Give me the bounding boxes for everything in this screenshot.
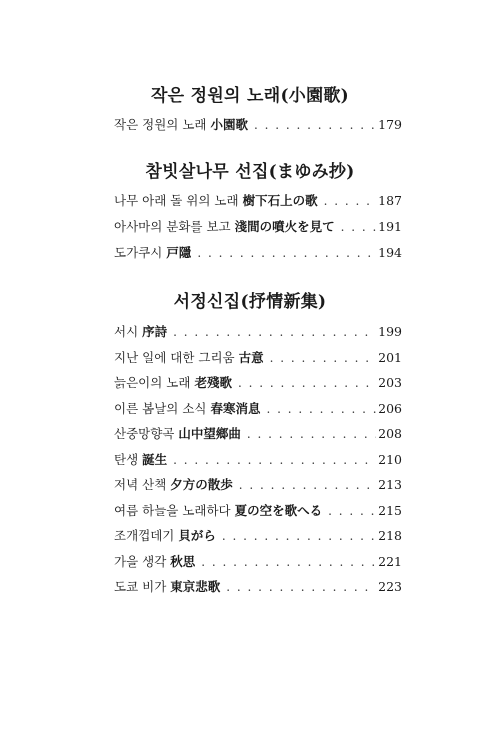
dot-leader	[222, 525, 376, 547]
entry-title-original: 淺間の噴火を見て	[234, 219, 335, 234]
entry-title-original: 春寒消息	[210, 400, 261, 416]
toc-entry[interactable]	[114, 525, 402, 547]
toc-entry[interactable]	[114, 423, 402, 445]
toc-entry[interactable]	[114, 114, 402, 136]
entry-title-korean: 아사마의 분화를 보고	[114, 219, 231, 234]
entry-title-korean: 산중망향곡	[114, 426, 175, 441]
page-number: 191	[378, 219, 402, 234]
entry-title-original: 東京悲歌	[170, 579, 221, 594]
dot-leader	[270, 347, 377, 369]
dot-leader	[197, 242, 376, 264]
toc-section-1	[0, 84, 500, 108]
entry-title-korean: 지난 일에 대한 그리움	[114, 349, 235, 365]
toc-entry[interactable]	[114, 500, 402, 522]
dot-leader	[226, 576, 376, 598]
entry-title-korean: 가을 생각	[114, 553, 167, 569]
toc-entry[interactable]	[114, 474, 402, 496]
entry-title-korean: 도쿄 비가	[114, 579, 167, 594]
entry-title-original: 戸隱	[166, 245, 192, 260]
section-title: 작은 정원의 노래(小園歌)	[150, 86, 350, 106]
page-number: 199	[378, 324, 402, 339]
toc-section-3	[0, 290, 500, 314]
dot-leader	[239, 474, 376, 496]
page-number: 179	[378, 117, 402, 132]
section-title: 서정신집(抒情新集)	[173, 292, 327, 312]
page-number: 210	[378, 451, 402, 467]
entry-title-korean: 나무 아래 돌 위의 노래	[114, 193, 239, 208]
dot-leader	[238, 372, 376, 394]
entry-title-korean: 서시	[114, 324, 139, 339]
entry-title-original: 山中望鄉曲	[178, 426, 241, 441]
page-number: 201	[378, 349, 402, 365]
entry-title-original: 序詩	[142, 324, 168, 339]
entry-title-korean: 도가쿠시	[114, 245, 163, 260]
dot-leader	[328, 500, 376, 522]
toc-entry[interactable]	[114, 576, 402, 598]
page-number: 203	[378, 375, 402, 390]
entry-title-korean: 여름 하늘을 노래하다	[114, 502, 231, 518]
entry-title-original: 老殘歌	[194, 375, 232, 390]
page-number: 208	[378, 426, 402, 441]
dot-leader	[173, 449, 376, 471]
entry-title-original: 秋思	[170, 553, 196, 569]
dot-leader	[267, 398, 377, 420]
toc-entry[interactable]	[114, 216, 402, 238]
page-number: 194	[378, 245, 402, 260]
page-number: 223	[378, 579, 402, 594]
dot-leader	[254, 114, 376, 136]
entry-title-korean: 탄생	[114, 451, 139, 467]
dot-leader	[201, 551, 376, 573]
toc-entry[interactable]	[114, 398, 402, 420]
page-number: 206	[378, 400, 402, 416]
page-number: 218	[378, 528, 402, 543]
dot-leader	[173, 321, 376, 343]
entry-title-korean: 작은 정원의 노래	[114, 117, 207, 132]
toc-entry[interactable]	[114, 190, 402, 212]
entry-title-korean: 조개껍데기	[114, 528, 175, 543]
entry-title-original: 小園歌	[210, 117, 248, 132]
entry-title-korean: 늙은이의 노래	[114, 375, 191, 390]
dot-leader	[341, 216, 377, 238]
entry-title-original: 樹下石上の歌	[242, 193, 318, 208]
toc-entry[interactable]	[114, 321, 402, 343]
entry-title-original: 誕生	[142, 451, 168, 467]
toc-entry[interactable]	[114, 372, 402, 394]
entry-title-original: 貝がら	[178, 528, 216, 543]
entry-title-original: 古意	[238, 349, 264, 365]
page-number: 215	[378, 502, 402, 518]
entry-title-korean: 저녁 산책	[114, 477, 167, 492]
section-title: 참빗살나무 선집(まゆみ抄)	[145, 162, 355, 182]
page-number: 187	[378, 193, 402, 208]
dot-leader	[247, 423, 376, 445]
entry-title-original: 夕方の散歩	[170, 477, 233, 492]
toc-entry[interactable]	[114, 242, 402, 264]
page-number: 221	[378, 553, 402, 569]
page-number: 213	[378, 477, 402, 492]
toc-section-2	[0, 160, 500, 184]
toc-entry[interactable]	[114, 551, 402, 573]
entry-title-original: 夏の空を歌へる	[234, 502, 323, 518]
dot-leader	[324, 190, 377, 212]
entry-title-korean: 이른 봄날의 소식	[114, 400, 207, 416]
toc-entry[interactable]	[114, 347, 402, 369]
toc-entry[interactable]	[114, 449, 402, 471]
